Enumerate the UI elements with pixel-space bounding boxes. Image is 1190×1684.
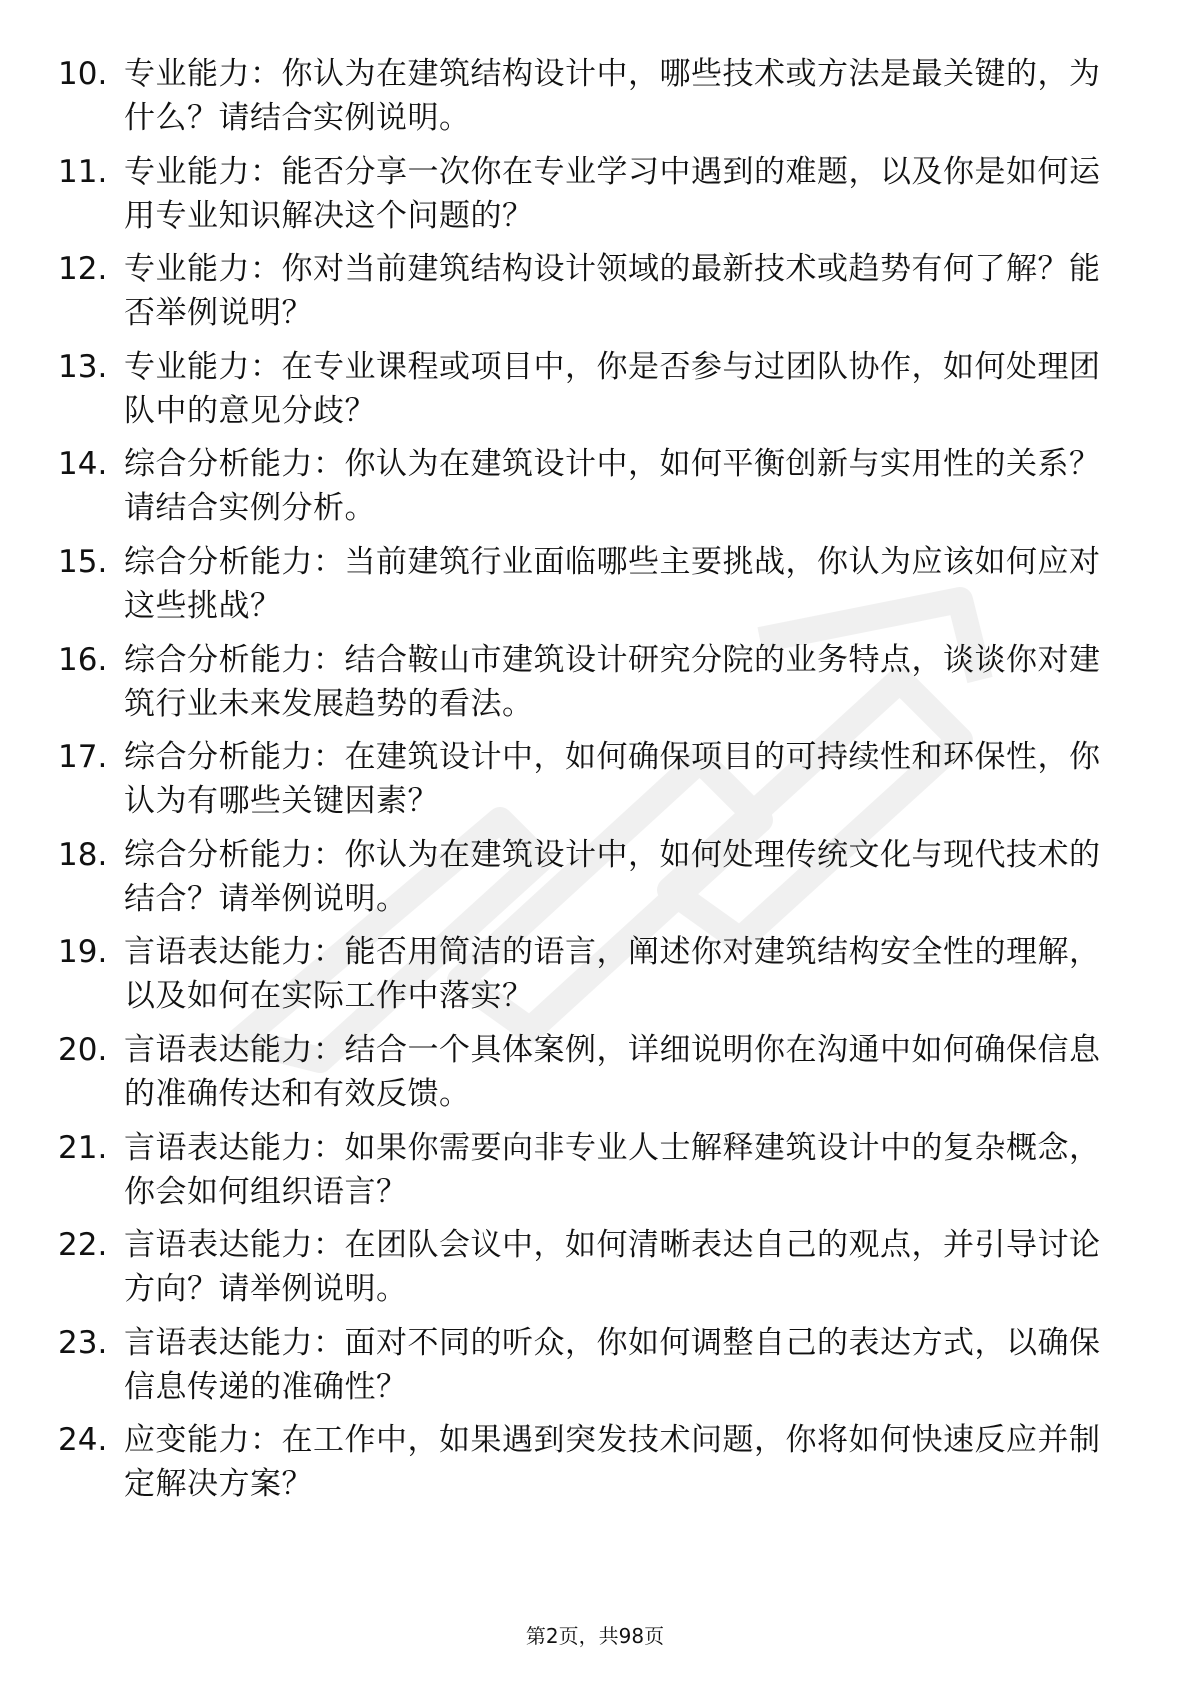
- item-number: 19.: [58, 934, 108, 971]
- item-text: 言语表达能力：面对不同的听众，你如何调整自己的表达方式，以确保信息传递的准确性？: [124, 1324, 1101, 1405]
- list-item: [0, 540, 1190, 638]
- list-item: [0, 1126, 1190, 1224]
- item-number: 13.: [58, 348, 108, 385]
- question-list: [0, 52, 1190, 1516]
- item-text: 言语表达能力：结合一个具体案例，详细说明你在沟通中如何确保信息的准确传达和有效反馈。: [124, 1031, 1101, 1112]
- list-item: [0, 247, 1190, 345]
- item-text: 专业能力：你对当前建筑结构设计领域的最新技术或趋势有何了解？能否举例说明？: [124, 251, 1101, 332]
- item-text: 综合分析能力：结合鞍山市建筑设计研究分院的业务特点，谈谈你对建筑行业未来发展趋势的看法。: [124, 641, 1101, 722]
- item-text: 专业能力：在专业课程或项目中，你是否参与过团队协作，如何处理团队中的意见分歧？: [124, 348, 1101, 429]
- item-number: 14.: [58, 446, 108, 483]
- item-number: 15.: [58, 543, 108, 580]
- item-text: 言语表达能力：能否用简洁的语言，阐述你对建筑结构安全性的理解，以及如何在实际工作中落实？: [124, 934, 1101, 1015]
- item-number: 23.: [58, 1324, 108, 1361]
- list-item: [0, 930, 1190, 1028]
- item-number: 20.: [58, 1031, 108, 1068]
- list-item: [0, 150, 1190, 248]
- list-item: [0, 638, 1190, 736]
- item-text: 综合分析能力：在建筑设计中，如何确保项目的可持续性和环保性，你认为有哪些关键因素？: [124, 739, 1101, 820]
- list-item: [0, 52, 1190, 150]
- item-number: 24.: [58, 1422, 108, 1459]
- item-number: 10.: [58, 56, 108, 92]
- item-number: 11.: [58, 153, 108, 190]
- item-number: 18.: [58, 836, 108, 873]
- item-number: 16.: [58, 641, 108, 678]
- list-item: [0, 442, 1190, 540]
- list-item: [0, 1321, 1190, 1419]
- item-number: 21.: [58, 1129, 108, 1166]
- item-text: 综合分析能力：你认为在建筑设计中，如何处理传统文化与现代技术的结合？请举例说明。: [124, 836, 1101, 917]
- item-number: 17.: [58, 739, 108, 776]
- item-number: 22.: [58, 1227, 108, 1264]
- item-text: 言语表达能力：如果你需要向非专业人士解释建筑设计中的复杂概念，你会如何组织语言？: [124, 1129, 1101, 1210]
- item-text: 言语表达能力：在团队会议中，如何清晰表达自己的观点，并引导讨论方向？请举例说明。: [124, 1227, 1101, 1308]
- list-item: [0, 735, 1190, 833]
- item-text: 应变能力：在工作中，如果遇到突发技术问题，你将如何快速反应并制定解决方案？: [124, 1422, 1101, 1503]
- item-text: 专业能力：你认为在建筑结构设计中，哪些技术或方法是最关键的，为什么？请结合实例说明。: [124, 56, 1101, 136]
- item-number: 12.: [58, 251, 108, 288]
- list-item: [0, 1418, 1190, 1516]
- item-text: 专业能力：能否分享一次你在专业学习中遇到的难题，以及你是如何运用专业知识解决这个问题的？: [124, 153, 1101, 234]
- list-item: [0, 833, 1190, 931]
- item-text: 综合分析能力：你认为在建筑设计中，如何平衡创新与实用性的关系？请结合实例分析。: [124, 446, 1101, 527]
- page-number: 第2页，共98页: [525, 1624, 665, 1648]
- list-item: [0, 1223, 1190, 1321]
- item-text: 综合分析能力：当前建筑行业面临哪些主要挑战，你认为应该如何应对这些挑战？: [124, 543, 1101, 624]
- list-item: [0, 1028, 1190, 1126]
- list-item: [0, 345, 1190, 443]
- page-footer: [0, 1620, 1190, 1649]
